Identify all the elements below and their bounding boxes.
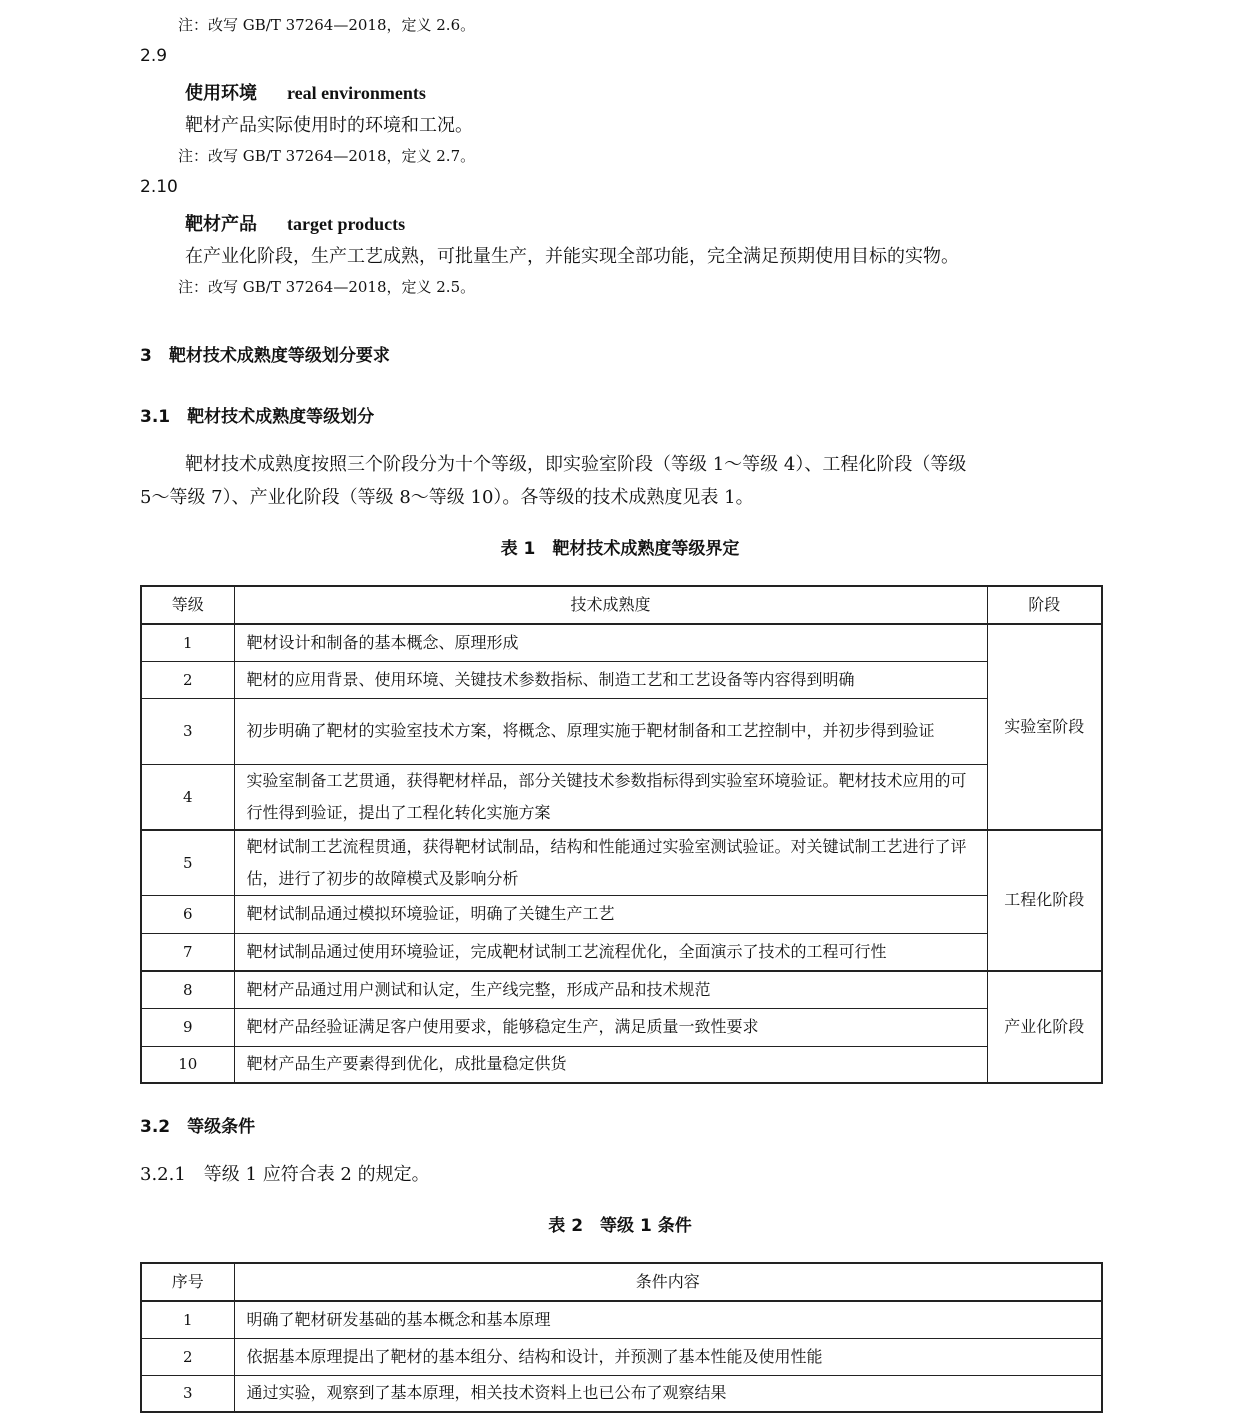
term-zh: 靶材产品 [185,214,257,235]
maturity-cell: 靶材试制品通过使用环境验证，完成靶材试制工艺流程优化，全面演示了技术的工程可行性 [234,933,987,971]
level-cell: 4 [141,764,234,830]
table-caption: 表 2 等级 1 条件 [548,1216,692,1236]
term-zh: 使用环境 [185,83,257,104]
level-cell: 10 [141,1046,234,1083]
table-row [141,895,1102,933]
table-row [141,624,1102,661]
level-cell: 2 [141,661,234,698]
number-cell: 3 [141,1375,234,1412]
table-row [141,830,1102,896]
level-cell: 1 [141,624,234,661]
paragraph-line: 5～等级 7）、产业化阶段（等级 8～等级 10）。各等级的技术成熟度见表 1。 [140,487,754,508]
maturity-cell: 靶材产品经验证满足客户使用要求，能够稳定生产，满足质量一致性要求 [234,1008,987,1046]
stage-cell: 产业化阶段 [987,971,1102,1083]
table-row [141,764,1102,830]
subsection-heading: 3.2 等级条件 [140,1117,256,1137]
note: 注：改写 GB/T 37264—2018，定义 2.6。 [178,16,476,34]
column-header: 序号 [141,1263,234,1301]
paragraph-line: 靶材技术成熟度按照三个阶段分为十个等级，即实验室阶段（等级 1～等级 4）、工程化阶段（等级 [185,454,967,475]
subsection-heading: 3.1 靶材技术成熟度等级划分 [140,407,375,427]
table-caption: 表 1 靶材技术成熟度等级界定 [500,539,740,559]
section-heading: 3 靶材技术成熟度等级划分要求 [140,346,390,366]
table-row [141,1008,1102,1046]
column-header: 阶段 [987,586,1102,624]
level-cell: 6 [141,895,234,933]
maturity-cell: 靶材试制工艺流程贯通，获得靶材试制品，结构和性能通过实验室测试验证。对关键试制工艺进行了评估，进行了初步的故障模式及影响分析 [234,830,987,896]
condition-cell: 明确了靶材研发基础的基本概念和基本原理 [234,1301,1102,1338]
term-number: 2.10 [140,177,178,197]
term-en: real environments [287,83,426,103]
number-cell: 1 [141,1301,234,1338]
table-row [141,971,1102,1008]
level-cell: 5 [141,830,234,896]
term-heading [185,210,405,236]
condition-cell: 依据基本原理提出了靶材的基本组分、结构和设计，并预测了基本性能及使用性能 [234,1338,1102,1375]
maturity-cell: 实验室制备工艺贯通，获得靶材样品，部分关键技术参数指标得到实验室环境验证。靶材技术应用的可行性得到验证，提出了工程化转化实施方案 [234,764,987,830]
table-row [141,933,1102,971]
table-row [141,698,1102,764]
level-cell: 8 [141,971,234,1008]
table-row [141,1338,1102,1375]
number-cell: 2 [141,1338,234,1375]
maturity-cell: 靶材设计和制备的基本概念、原理形成 [234,624,987,661]
term-heading [185,79,426,105]
level1-conditions-table [140,1262,1103,1413]
maturity-cell: 初步明确了靶材的实验室技术方案，将概念、原理实施于靶材制备和工艺控制中，并初步得到验证 [234,698,987,764]
column-header: 条件内容 [234,1263,1102,1301]
table-row [141,1301,1102,1338]
maturity-cell: 靶材产品生产要素得到优化，成批量稳定供货 [234,1046,987,1083]
term-number: 2.9 [140,46,168,66]
paragraph: 3.2.1 等级 1 应符合表 2 的规定。 [140,1164,430,1185]
maturity-cell: 靶材试制品通过模拟环境验证，明确了关键生产工艺 [234,895,987,933]
level-cell: 7 [141,933,234,971]
note: 注：改写 GB/T 37264—2018，定义 2.5。 [178,278,476,296]
term-definition: 在产业化阶段，生产工艺成熟，可批量生产，并能实现全部功能，完全满足预期使用目标的实物。 [185,246,959,267]
table-row [141,1046,1102,1083]
table-row [141,661,1102,698]
note: 注：改写 GB/T 37264—2018，定义 2.7。 [178,147,476,165]
maturity-cell: 靶材的应用背景、使用环境、关键技术参数指标、制造工艺和工艺设备等内容得到明确 [234,661,987,698]
maturity-table [140,585,1103,1084]
term-definition: 靶材产品实际使用时的环境和工况。 [185,115,473,136]
column-header: 技术成熟度 [234,586,987,624]
table-row [141,1375,1102,1412]
term-en: target products [287,214,406,234]
level-cell: 9 [141,1008,234,1046]
condition-cell: 通过实验，观察到了基本原理，相关技术资料上也已公布了观察结果 [234,1375,1102,1412]
column-header: 等级 [141,586,234,624]
stage-cell: 实验室阶段 [987,624,1102,830]
level-cell: 3 [141,698,234,764]
stage-cell: 工程化阶段 [987,830,1102,972]
maturity-cell: 靶材产品通过用户测试和认定，生产线完整，形成产品和技术规范 [234,971,987,1008]
